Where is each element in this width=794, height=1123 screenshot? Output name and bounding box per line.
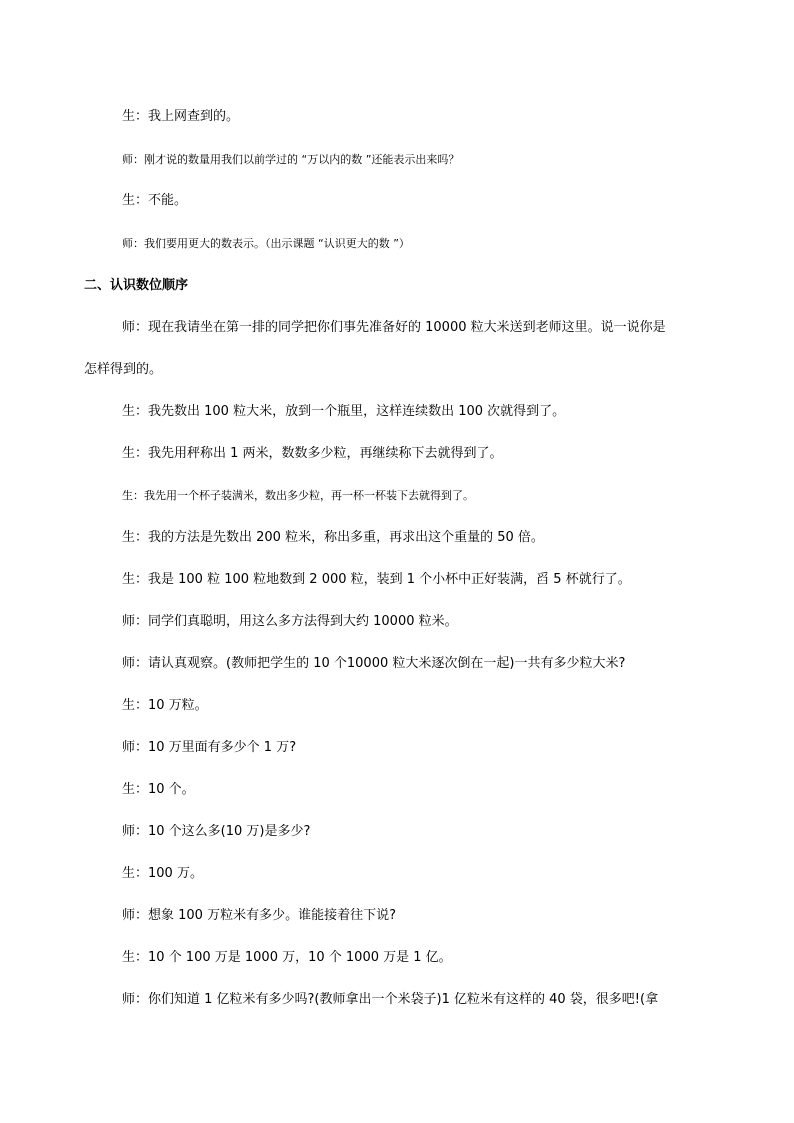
dialogue-line: 生：100 万。 xyxy=(122,866,203,881)
dialogue-line: 师：10 万里面有多少个 1 万? xyxy=(122,740,297,755)
dialogue-line-continuation: 怎样得到的。 xyxy=(84,362,163,377)
dialogue-line: 生：我上网查到的。 xyxy=(122,109,240,124)
dialogue-line: 生：我先用一个杯子装满米，数出多少粒，再一杯一杯装下去就得到了。 xyxy=(122,489,474,502)
dialogue-line: 师：现在我请坐在第一排的同学把你们事先准备好的 10000 粒大米送到老师这里。说一说你是 xyxy=(122,320,666,335)
dialogue-line: 生：10 个。 xyxy=(122,782,195,797)
dialogue-line: 生：不能。 xyxy=(122,193,188,208)
dialogue-line: 生：我先用秤称出 1 两米，数数多少粒，再继续称下去就得到了。 xyxy=(122,446,503,461)
dialogue-line: 师：我们要用更大的数表示。（出示课题 “认识更大的数 ”） xyxy=(122,237,410,250)
dialogue-line: 师：想象 100 万粒米有多少。谁能接着往下说? xyxy=(122,908,396,923)
dialogue-line: 生：10 万粒。 xyxy=(122,698,208,713)
dialogue-line: 师：请认真观察。(教师把学生的 10 个10000 粒大米逐次倒在一起)一共有多少粒大米? xyxy=(122,656,626,671)
dialogue-line: 师：10 个这么多(10 万)是多少? xyxy=(122,824,311,839)
dialogue-line: 生：10 个 100 万是 1000 万，10 个 1000 万是 1 亿。 xyxy=(122,950,452,965)
section-heading: 二、认识数位顺序 xyxy=(84,278,189,293)
dialogue-line: 生：我是 100 粒 100 粒地数到 2 000 粒，装到 1 个小杯中正好装满，舀 5 杯就行了。 xyxy=(122,572,631,587)
dialogue-line: 生：我先数出 100 粒大米，放到一个瓶里，这样连续数出 100 次就得到了。 xyxy=(122,404,566,419)
dialogue-line: 师：刚才说的数量用我们以前学过的 “万以内的数 ”还能表示出来吗？ xyxy=(122,153,460,166)
dialogue-line: 师：你们知道 1 亿粒米有多少吗?(教师拿出一个米袋子)1 亿粒米有这样的 40 袋，很多吧!(拿 xyxy=(122,992,659,1007)
dialogue-line: 生：我的方法是先数出 200 粒米，称出多重，再求出这个重量的 50 倍。 xyxy=(122,530,544,545)
dialogue-line: 师：同学们真聪明，用这么多方法得到大约 10000 粒米。 xyxy=(122,614,458,629)
